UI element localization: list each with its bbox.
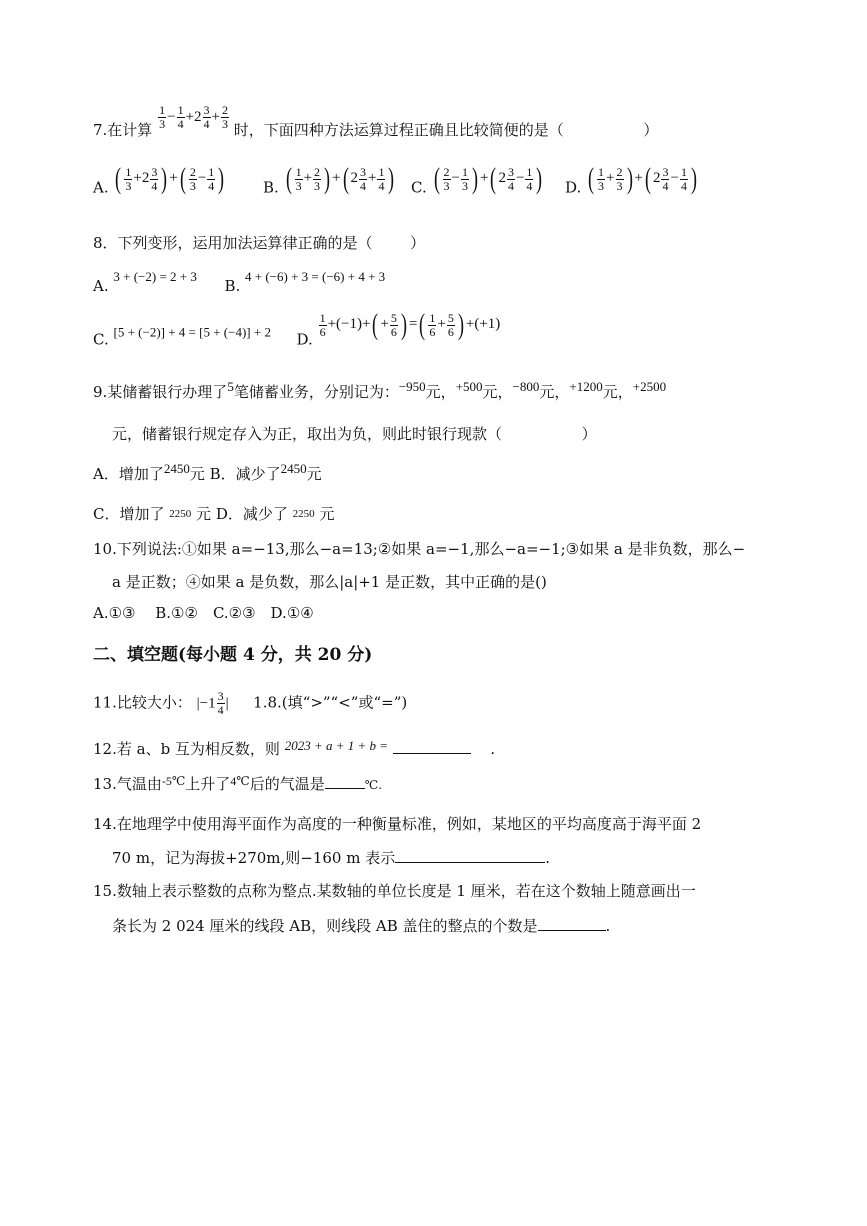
q8-option-c-expr: [5 + (−2)] + 4 = [5 + (−4)] + 2 xyxy=(113,324,271,340)
question-14-line2: 70 m，记为海拔+270m,则−160 m 表示 . xyxy=(112,846,550,869)
q7-suffix: 时，下面四种方法运算过程正确且比较简便的是（ xyxy=(233,120,564,139)
question-8-stem: 8．下列变形，运用加法运算律正确的是（ ） xyxy=(93,234,426,252)
section-2-title: 二、填空题(每小题 4 分，共 20 分) xyxy=(93,645,373,665)
question-10-options: A.①③ B.①② C.②③ D.①④ xyxy=(93,604,314,622)
q8-option-c-label: C. xyxy=(93,330,109,349)
question-15-line1: 15.数轴上表示整数的点称为整点.某数轴的单位长度是 1 厘米，若在这个数轴上随意画出一 xyxy=(93,882,696,900)
q7-option-c: C. ( $\frac{2}{3}$ − $\frac{1}{3}$ ) +( 2 $\frac{3}{4}$ − $\frac{1}{4}$ ) xyxy=(411,162,543,197)
question-9-line1: 9.某储蓄银行办理了5笔储蓄业务，分别记为：−950元，+500元，−800元，+1200元，+2500 xyxy=(93,379,667,401)
question-14-line1: 14.在地理学中使用海平面作为高度的一种衡量标准，例如，某地区的平均高度高于海平面 2 xyxy=(93,815,702,833)
question-10-line1: 10.下列说法:①如果 a=−13,那么−a=13;②如果 a=−1,那么−a=−1;③如果 a 是非负数，那么− xyxy=(93,540,746,558)
q14-answer-blank[interactable] xyxy=(395,846,545,863)
question-13: 13.气温由$^{-5℃}$上升了$^{4℃}$后的气温是 ℃. xyxy=(93,774,382,793)
question-8-options-ab xyxy=(93,266,385,297)
q15-answer-blank[interactable] xyxy=(538,914,606,931)
q8-option-b-expr: 4 + (−6) + 3 = (−6) + 4 + 3 xyxy=(245,269,386,284)
question-7-stem: 7.在计算 $\frac{1}{3}$ − $\frac{1}{4}$ +2 $\frac{3}{4}$ + $\frac{2}{3}$ 时，下面四种方法运算过程正确且比较简便的是（ ） xyxy=(93,103,659,139)
q8-option-b-label: B. xyxy=(224,277,241,295)
question-12: 12.若 a、b 互为相反数，则 2023 + a + 1 + b = . xyxy=(93,738,496,758)
q7-prefix: 7.在计算 xyxy=(93,120,153,139)
question-9-options-cd: C．增加了 2250 元 D．减少了 2250 元 xyxy=(93,505,335,523)
q7-expression: $\frac{1}{3}$ − $\frac{1}{4}$ +2 $\frac{3}{4}$ + $\frac{2}{3}$ xyxy=(159,103,228,131)
q7-option-b: B. ( $\frac{1}{3}$ + $\frac{2}{3}$ ) +( 2 $\frac{3}{4}$ + $\frac{1}{4}$ ) xyxy=(263,162,395,197)
q13-answer-blank[interactable] xyxy=(325,772,365,789)
q12-answer-blank[interactable] xyxy=(393,737,471,754)
q8-option-d-label: D. xyxy=(296,330,313,349)
q7-option-a: A. ( $\frac{1}{3}$ +2 $\frac{3}{4}$ ) +( $\frac{2}{3}$ − $\frac{1}{4}$ ) xyxy=(93,162,225,197)
question-10-line2: a 是正数；④如果 a 是负数，那么|a|+1 是正数，其中正确的是() xyxy=(112,573,547,591)
question-9-line2: 元，储蓄银行规定存入为正，取出为负，则此时银行现款（ ） xyxy=(112,425,597,443)
q8-option-a-label: A. xyxy=(93,277,109,295)
question-9-options-ab: A．增加了2450元 B．减少了2450元 xyxy=(93,461,322,483)
question-11: 11.比较大小： |−1 $\frac{3}{4}$ | 1.8.(填“>”“<”或“=”) xyxy=(93,689,408,717)
question-8-options-cd xyxy=(93,308,501,350)
q8-option-a-expr: 3 + (−2) = 2 + 3 xyxy=(113,269,197,284)
q7-option-d: D. ( $\frac{1}{3}$ + $\frac{2}{3}$ ) +( 2 $\frac{3}{4}$ − $\frac{1}{4}$ ) xyxy=(565,162,697,197)
question-15-line2: 条长为 2 024 厘米的线段 AB，则线段 AB 盖住的整点的个数是 . xyxy=(112,914,610,937)
q8-option-d-expr: $\frac{1}{6}$ +(−1)+( + $\frac{5}{6}$ ) =( $\frac{1}{6}$ + $\frac{5}{6}$ ) +(+1) xyxy=(319,308,501,341)
